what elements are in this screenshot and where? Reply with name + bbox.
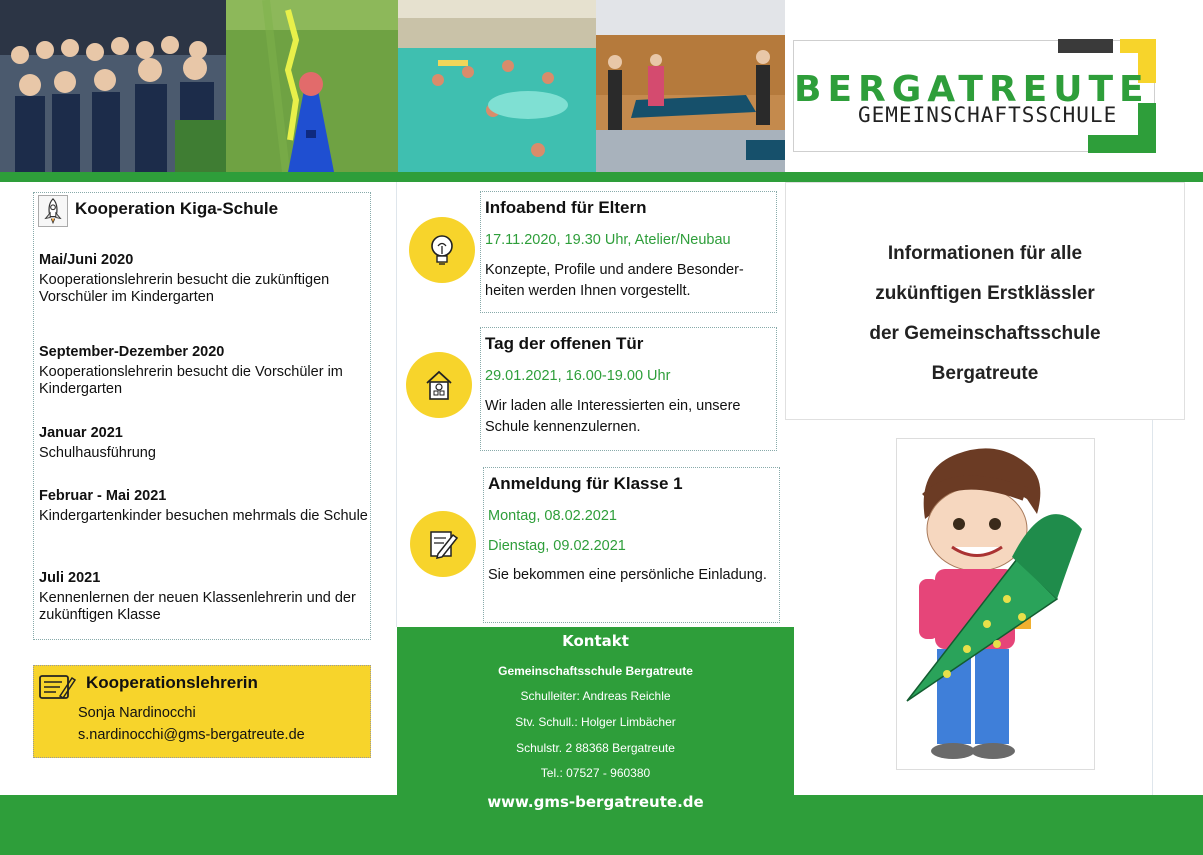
event-box-infoabend — [480, 191, 777, 313]
kontakt-title: Kontakt — [562, 632, 629, 650]
lehrerin-box — [33, 665, 371, 758]
entry-date: Februar - Mai 2021 — [39, 488, 167, 504]
kontakt-panel — [397, 627, 794, 855]
timeline-entry — [39, 487, 369, 525]
entry-date: September-Dezember 2020 — [39, 344, 225, 360]
event-title: Infoabend für Eltern — [485, 198, 647, 217]
event-text: Sie bekommen eine persönliche Einladung. — [488, 567, 767, 583]
notepad-icon — [36, 670, 76, 704]
event-date: Montag, 08.02.2021 — [488, 508, 617, 524]
house-icon — [424, 368, 454, 402]
school-logo — [793, 40, 1155, 152]
cone-photo — [226, 0, 398, 172]
event-box-anmeldung — [483, 467, 780, 623]
event-title: Tag der offenen Tür — [485, 334, 644, 353]
timeline-entry — [39, 343, 369, 398]
lightbulb-icon — [427, 233, 457, 267]
choir-photo — [0, 0, 226, 172]
kooperation-box — [33, 192, 371, 640]
event-text: Konzepte, Profile und andere Besonder-heiten werden Ihnen vorgestellt. — [485, 262, 744, 299]
lehrerin-name: Sonja Nardinocchi — [78, 705, 196, 721]
timeline-entry — [39, 424, 369, 462]
lehrerin-email[interactable]: s.nardinocchi@gms-bergatreute.de — [78, 727, 305, 743]
entry-desc: Kindergartenkinder besuchen mehrmals die Schule — [39, 508, 368, 524]
info-line: Informationen für alle — [887, 243, 1083, 264]
info-line: zukünftigen Erstklässler — [875, 283, 1095, 304]
rocket-icon — [38, 195, 68, 227]
boy-illustration — [896, 438, 1095, 770]
kontakt-web-link[interactable]: www.gms-bergatreute.de — [487, 793, 704, 811]
logo-title: BERGATREUTE — [794, 69, 1150, 110]
entry-date: Juli 2021 — [39, 570, 101, 586]
entry-desc: Kennenlernen der neuen Klassenlehrerin und der zukünftigen Klasse — [39, 590, 356, 623]
event-title: Anmeldung für Klasse 1 — [488, 474, 683, 493]
info-line: Bergatreute — [931, 363, 1039, 384]
event-icon-circle — [406, 352, 472, 418]
lehrerin-title: Kooperationslehrerin — [86, 673, 258, 692]
kooperation-title: Kooperation Kiga-Schule — [75, 199, 279, 218]
event-date: Dienstag, 09.02.2021 — [488, 538, 626, 554]
entry-desc: Kooperationslehrerin besucht die Vorschüler im Kindergarten — [39, 364, 343, 397]
event-box-tag-der-offenen-tuer — [480, 327, 777, 451]
kontakt-leiter: Schulleiter: Andreas Reichle — [520, 689, 671, 703]
event-icon-circle — [409, 217, 475, 283]
pool-photo — [398, 0, 596, 172]
event-date: 29.01.2021, 16.00-19.00 Uhr — [485, 368, 671, 384]
info-box — [785, 182, 1185, 420]
divider — [396, 182, 397, 627]
tabletennis-photo — [596, 0, 785, 172]
timeline-entry — [39, 251, 369, 306]
logo-subtitle: GEMEINSCHAFTSSCHULE — [858, 103, 1118, 127]
entry-desc: Kooperationslehrerin besucht die zukünftigen Vorschüler im Kindergarten — [39, 272, 330, 305]
entry-date: Januar 2021 — [39, 425, 123, 441]
kontakt-tel: Tel.: 07527 - 960380 — [540, 766, 651, 780]
top-green-band — [0, 172, 1203, 182]
kontakt-address: Schulstr. 2 88368 Bergatreute — [516, 741, 675, 755]
entry-date: Mai/Juni 2020 — [39, 252, 134, 268]
event-icon-circle — [410, 511, 476, 577]
entry-desc: Schulhausführung — [39, 445, 156, 461]
info-line: der Gemeinschaftsschule — [869, 323, 1101, 344]
event-date: 17.11.2020, 19.30 Uhr, Atelier/Neubau — [485, 232, 731, 248]
event-text: Wir laden alle Interessierten ein, unsere Schule kennenzulernen. — [485, 398, 741, 435]
timeline-entry — [39, 569, 369, 624]
pencil-icon — [428, 527, 458, 561]
kontakt-stv: Stv. Schull.: Holger Limbächer — [515, 715, 676, 729]
kontakt-school: Gemeinschaftsschule Bergatreute — [498, 664, 693, 678]
